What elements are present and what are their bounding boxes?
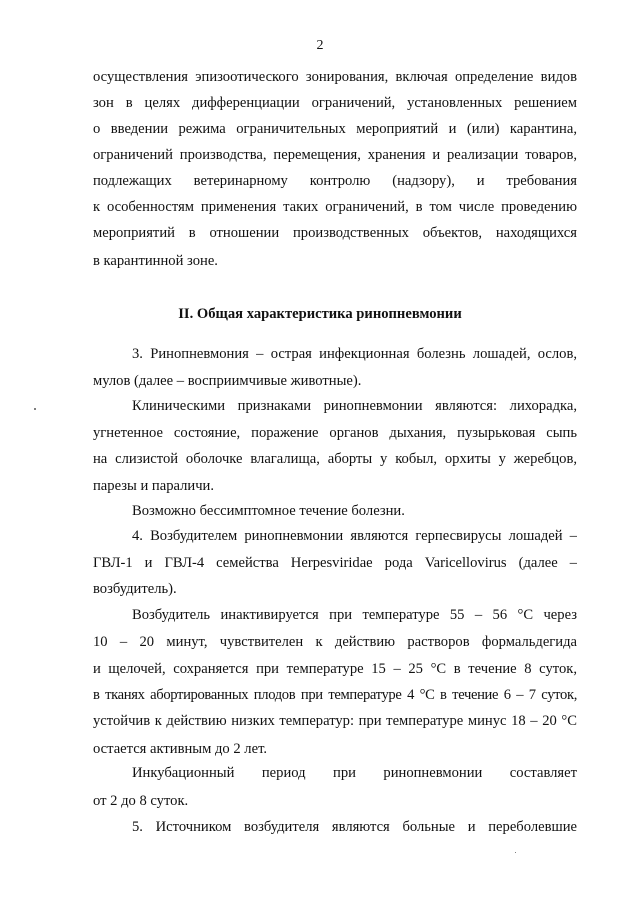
text-line: 4. Возбудителем ринопневмонии являются герпесвирусы лошадей – [132, 528, 577, 544]
text-line: Возможно бессимптомное течение болезни. [132, 503, 405, 519]
text-line: от 2 до 8 суток. [93, 793, 189, 809]
text-line: о введении режима ограничительных мероприятий и (или) карантина, [93, 121, 577, 137]
text-line: Инкубационный период при ринопневмонии составляет [132, 765, 577, 781]
text-line: парезы и параличи. [93, 478, 214, 494]
text-line: 5. Источником возбудителя являются больные и переболевшие [132, 819, 577, 835]
text-line: Возбудитель инактивируется при температуре 55 – 56 °С через [132, 607, 577, 623]
text-line: подлежащих ветеринарному контролю (надзору), и требования [93, 173, 577, 189]
text-line: в карантинной зоне. [93, 253, 218, 269]
text-line: зон в целях дифференциации ограничений, установленных решением [93, 95, 577, 111]
text-line: 10 – 20 минут, чувствителен к действию растворов формальдегида [93, 634, 577, 650]
scan-speck [515, 852, 516, 853]
text-line: и щелочей, сохраняется при температуре 15 – 25 °С в течение 8 суток, [93, 661, 577, 677]
text-line: угнетенное состояние, поражение органов дыхания, пузырьковая сыпь [93, 425, 577, 441]
section-heading: II. Общая характеристика ринопневмонии [178, 306, 462, 322]
text-line: 3. Ринопневмония – острая инфекционная болезнь лошадей, ослов, [132, 346, 577, 362]
text-line: осуществления эпизоотического зонирования, включая определение видов [93, 69, 577, 85]
text-line: ГВЛ-1 и ГВЛ-4 семейства Herpesviridae рода Varicellovirus (далее – [93, 555, 577, 571]
text-line: мероприятий в отношении производственных объектов, находящихся [93, 225, 577, 241]
text-line: мулов (далее – восприимчивые животные). [93, 373, 362, 389]
text-line: к особенностям применения таких ограничений, в том числе проведению [93, 199, 577, 215]
text-line: Клиническими признаками ринопневмонии являются: лихорадка, [132, 398, 577, 414]
text-line: на слизистой оболочке влагалища, аборты у кобыл, орхиты у жеребцов, [93, 451, 577, 467]
text-line: остается активным до 2 лет. [93, 741, 267, 757]
text-line: возбудитель). [93, 581, 177, 597]
scan-speck [34, 408, 36, 410]
text-line: ограничений производства, перемещения, хранения и реализации товаров, [93, 147, 577, 163]
page-number: 2 [316, 38, 324, 53]
text-line: устойчив к действию низких температур: при температуре минус 18 – 20 °С [93, 713, 577, 729]
text-line: в тканях абортированных плодов при температуре 4 °С в течение 6 – 7 суток, [93, 687, 577, 703]
